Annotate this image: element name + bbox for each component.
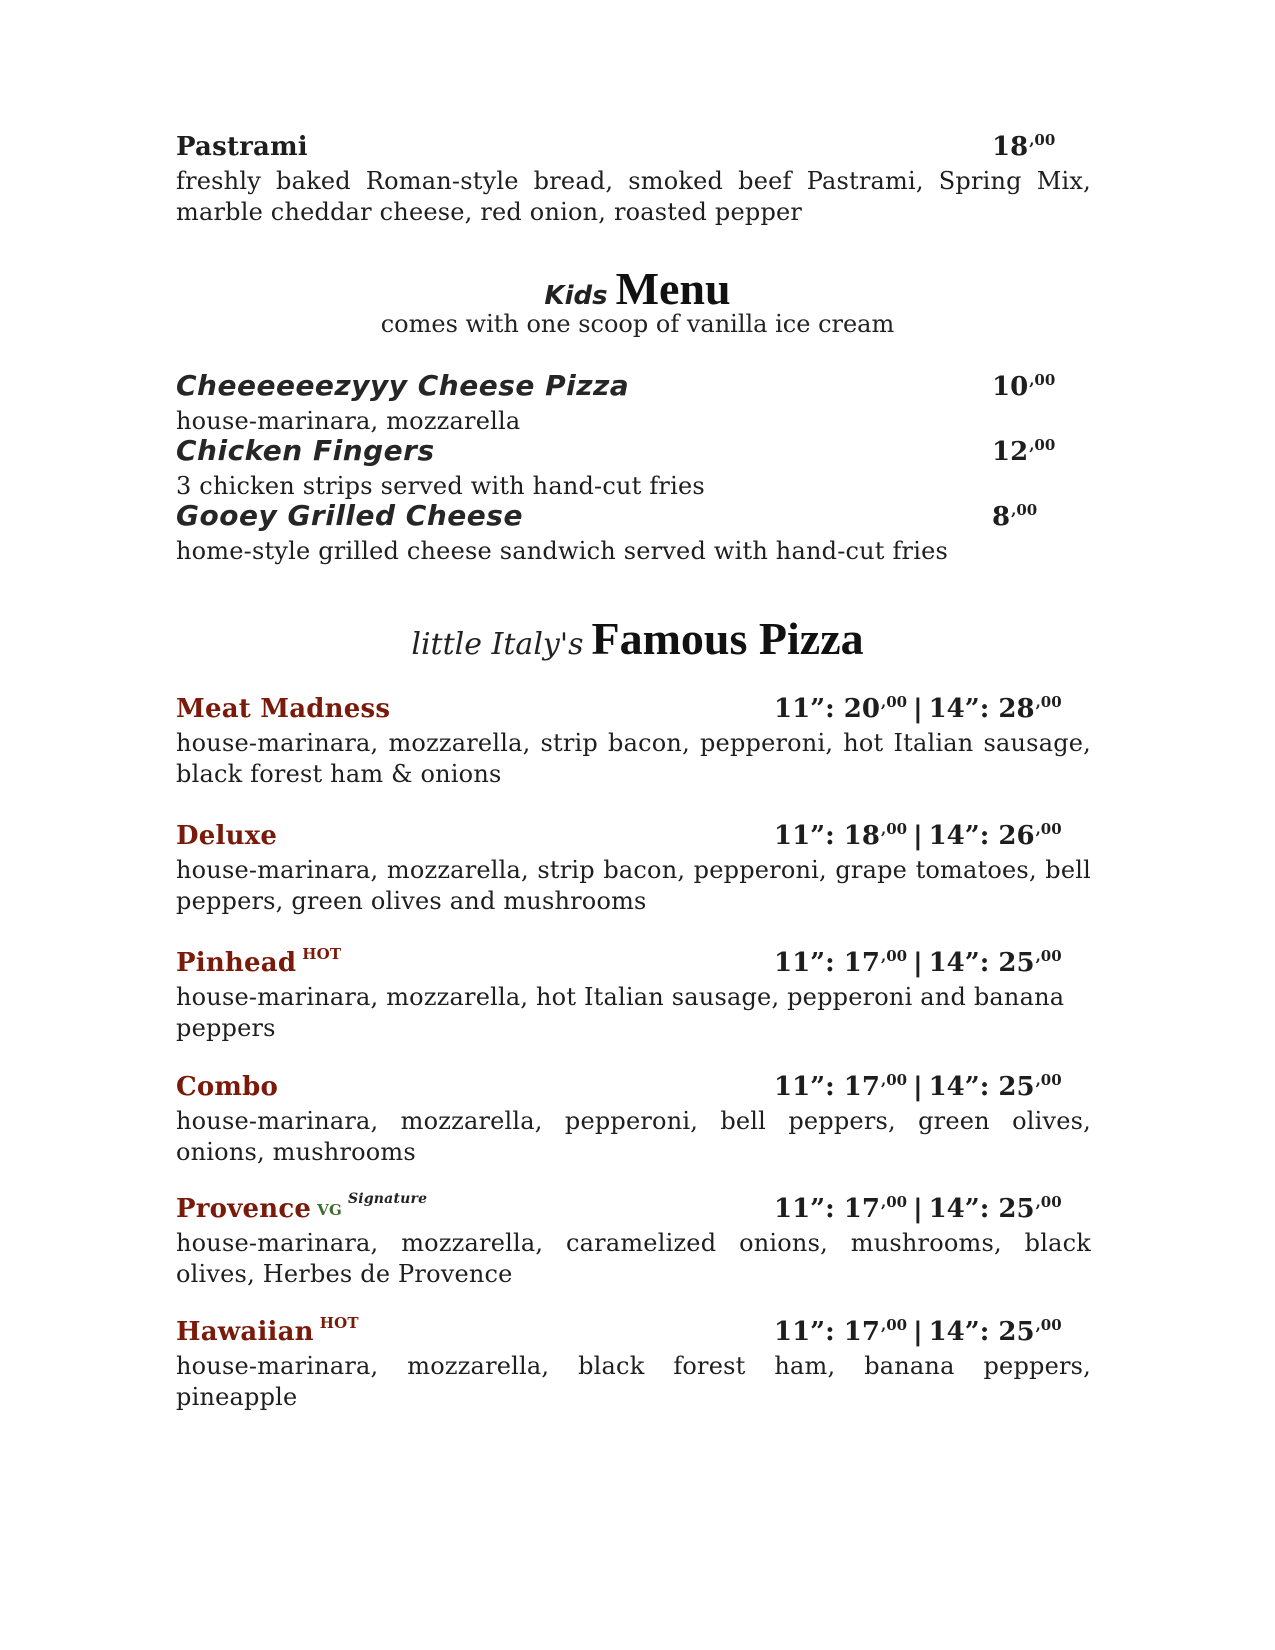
item-price [774,1316,1062,1347]
item-price [992,131,1055,162]
item-header [176,690,1091,728]
item-name: Meat Madness [176,694,391,724]
item-name-wrap [176,1191,427,1224]
signature-badge: Signature [347,1191,428,1207]
item-description: house-marinara, mozzarella, black forest ham, banana peppers, pineapple [176,1352,1091,1411]
price-separator: | [913,948,923,978]
item-name: Pastrami [176,132,308,162]
price-value: 12 [992,437,1029,467]
item-header [176,1068,1091,1106]
price-cents: ,00 [880,820,908,838]
price-large: 26 [998,821,1035,851]
size-small-label: 11”: [774,1317,844,1347]
pastrami-header [176,128,1091,166]
hot-badge: HOT [319,1314,359,1332]
price-value: 8 [992,502,1011,532]
item-description: freshly baked Roman-style bread, smoked beef Pastrami, Spring Mix, marble cheddar cheese, red onion, roasted pepper [176,167,1091,226]
price-value: 18 [992,132,1029,162]
price-separator: | [913,1072,923,1102]
pizza-title-big: Famous Pizza [591,613,864,664]
list-item [176,368,1091,437]
item-description: house-marinara, mozzarella, hot Italian sausage, pepperoni and banana peppers [176,983,1065,1042]
price-small: 20 [843,694,880,724]
price-cents: ,00 [880,693,908,711]
kids-subtitle: comes with one scoop of vanilla ice cream [380,310,895,338]
size-large-label: 14”: [928,821,999,851]
size-large-label: 14”: [928,1194,999,1224]
item-description: house-marinara, mozzarella, pepperoni, bell peppers, green olives, onions, mushrooms [176,1107,1091,1166]
item-description: house-marinara, mozzarella, caramelized onions, mushrooms, black olives, Herbes de Provence [176,1229,1091,1288]
item-price [992,371,1055,402]
item-header [176,433,1091,471]
item-price [774,820,1062,851]
item-header [176,1190,1091,1228]
item-name: Pinhead [176,948,297,978]
list-item [176,498,1091,567]
item-header [176,498,1091,536]
item-price [774,693,1062,724]
item-description: 3 chicken strips served with hand-cut fries [176,472,705,500]
kids-items [176,368,1091,567]
price-cents: ,00 [1029,436,1056,454]
price-cents: ,00 [880,1193,908,1211]
kids-title-small: Kids [544,281,608,311]
price-cents: ,00 [1029,131,1056,149]
item-price [774,1071,1062,1102]
item-name: Combo [176,1072,279,1102]
price-cents: ,00 [1035,820,1062,838]
item-price [992,436,1055,467]
size-small-label: 11”: [774,1072,844,1102]
pastrami-section [176,128,1091,228]
list-item [176,1313,1091,1413]
item-price [774,947,1062,978]
item-name: Cheeeeeezyyy Cheese Pizza [176,369,630,402]
kids-title-big: Menu [615,263,731,314]
price-cents: ,00 [880,947,908,965]
price-cents: ,00 [1035,947,1062,965]
pizza-heading [0,612,1275,665]
item-price [992,501,1037,532]
item-description: house-marinara, mozzarella, strip bacon, pepperoni, grape tomatoes, bell peppers, green olives and mushrooms [176,856,1091,915]
price-large: 25 [998,948,1035,978]
hot-badge: HOT [302,945,342,963]
list-item [176,1068,1091,1190]
item-name-wrap [176,945,341,978]
item-name: Hawaiian [176,1317,314,1347]
price-large: 25 [998,1072,1035,1102]
price-small: 17 [843,948,880,978]
kids-menu-heading [0,262,1275,315]
list-item [176,690,1091,817]
item-header [176,1313,1091,1351]
price-value: 10 [992,372,1029,402]
item-description: home-style grilled cheese sandwich served with hand-cut fries [176,537,949,565]
price-cents: ,00 [1035,1316,1062,1334]
price-cents: ,00 [880,1071,908,1089]
pizza-items [176,690,1091,1413]
price-separator: | [913,694,923,724]
price-separator: | [913,1317,923,1347]
size-large-label: 14”: [928,694,999,724]
item-description: house-marinara, mozzarella [176,407,521,435]
price-separator: | [913,821,923,851]
price-cents: ,00 [1035,693,1062,711]
price-large: 25 [998,1317,1035,1347]
price-cents: ,00 [1029,371,1056,389]
price-small: 17 [843,1194,880,1224]
size-large-label: 14”: [928,1317,999,1347]
list-item [176,817,1091,944]
item-name: Provence [176,1194,312,1224]
price-large: 25 [998,1194,1035,1224]
item-name: Deluxe [176,821,278,851]
size-large-label: 14”: [928,948,999,978]
price-small: 17 [843,1072,880,1102]
price-small: 18 [843,821,880,851]
price-separator: | [913,1194,923,1224]
price-large: 28 [998,694,1035,724]
size-large-label: 14”: [928,1072,999,1102]
price-cents: ,00 [1035,1071,1062,1089]
item-header [176,817,1091,855]
price-small: 17 [843,1317,880,1347]
vegan-badge: VG [317,1201,342,1219]
list-item [176,433,1091,502]
item-name: Chicken Fingers [176,434,435,467]
item-header [176,944,1091,982]
price-cents: ,00 [1011,501,1038,519]
item-name: Gooey Grilled Cheese [176,499,523,532]
size-small-label: 11”: [774,694,844,724]
list-item [176,944,1091,1068]
item-header [176,368,1091,406]
size-small-label: 11”: [774,821,844,851]
pizza-title-script: little Italy's [411,627,584,662]
item-description: house-marinara, mozzarella, strip bacon, pepperoni, hot Italian sausage, black forest ham & onions [176,729,1091,788]
size-small-label: 11”: [774,1194,844,1224]
price-cents: ,00 [1035,1193,1062,1211]
item-price [774,1193,1062,1224]
item-name-wrap [176,1314,359,1347]
size-small-label: 11”: [774,948,844,978]
price-cents: ,00 [880,1316,908,1334]
list-item [176,1190,1091,1313]
